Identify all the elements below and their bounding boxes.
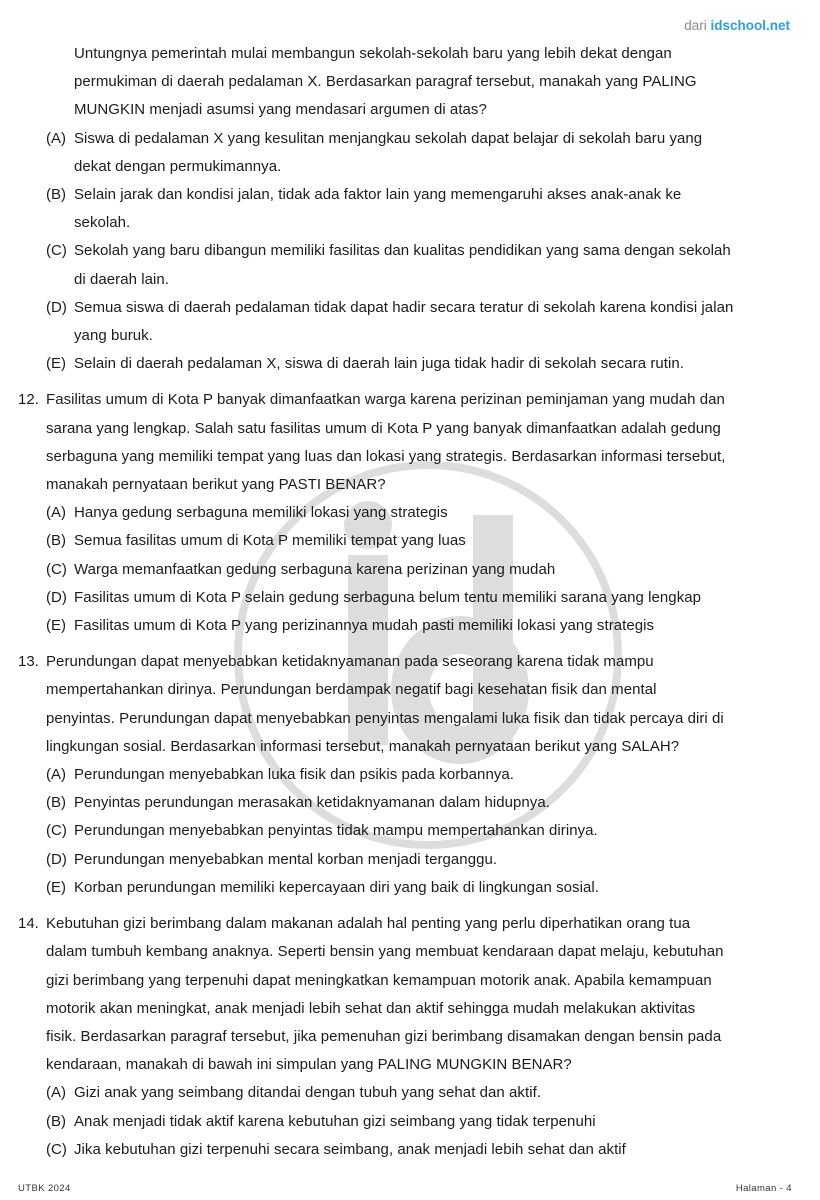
option-text-line: Perundungan menyebabkan penyintas tidak mampu mempertahankan dirinya. (74, 822, 598, 840)
option-text-line: dekat dengan permukimannya. (74, 157, 282, 175)
option-text-line: Sekolah yang baru dibangun memiliki fasilitas dan kualitas pendidikan yang sama dengan sekolah (74, 242, 731, 260)
option-text (0, 584, 820, 612)
option-label: (C) (46, 242, 67, 260)
answer-option (0, 817, 820, 845)
option-text (0, 125, 820, 181)
question-text-line: MUNGKIN menjadi asumsi yang mendasari argumen di atas? (74, 101, 487, 119)
option-text-line: Hanya gedung serbaguna memiliki lokasi yang strategis (74, 504, 448, 522)
option-label: (E) (46, 355, 66, 373)
option-label: (E) (46, 878, 66, 896)
answer-option (0, 584, 820, 612)
question-options (0, 1079, 820, 1164)
question-text-line: mempertahankan dirinya. Perundungan berdampak negatif bagi kesehatan fisik dan mental (46, 681, 657, 699)
option-text (0, 181, 820, 237)
question-text-line: permukiman di daerah pedalaman X. Berdasarkan paragraf tersebut, manakah yang PALING (74, 73, 697, 91)
answer-option (0, 350, 820, 378)
option-text-line: Gizi anak yang seimbang ditandai dengan tubuh yang sehat dan aktif. (74, 1084, 542, 1102)
option-text-line: Semua fasilitas umum di Kota P memiliki tempat yang luas (74, 532, 466, 550)
question-gap (0, 902, 820, 910)
question-block (0, 910, 820, 1164)
question-text-line: motorik akan meningkat, anak menjadi lebih sehat dan aktif sehingga mudah melakukan aktivitas (46, 999, 696, 1017)
answer-option (0, 527, 820, 555)
footer-page-number: Halaman - 4 (735, 1183, 792, 1194)
option-text (0, 294, 820, 350)
option-text-line: sekolah. (74, 214, 131, 232)
option-label: (A) (46, 1084, 66, 1102)
option-text-line: Selain jarak dan kondisi jalan, tidak ada faktor lain yang memengaruhi akses anak-anak ke (74, 186, 682, 204)
answer-option (0, 556, 820, 584)
option-text (0, 789, 820, 817)
option-text-line: Fasilitas umum di Kota P selain gedung serbaguna belum tentu memiliki sarana yang lengkap (74, 588, 702, 606)
source-label (684, 18, 790, 33)
option-label: (A) (46, 129, 66, 147)
question-gap (0, 640, 820, 648)
option-text-line: Selain di daerah pedalaman X, siswa di daerah lain juga tidak hadir di sekolah secara rutin. (74, 355, 684, 373)
question-text-line: manakah pernyataan berikut yang PASTI BENAR? (46, 476, 386, 494)
answer-option (0, 294, 820, 350)
option-label: (D) (46, 588, 67, 606)
option-text (0, 556, 820, 584)
option-text-line: Siswa di pedalaman X yang kesulitan menjangkau sekolah dapat belajar di sekolah baru yang (74, 129, 703, 147)
question-text-line: Untungnya pemerintah mulai membangun sekolah-sekolah baru yang lebih dekat dengan (74, 45, 672, 62)
option-label: (B) (46, 186, 66, 204)
question-text-line: fisik. Berdasarkan paragraf tersebut, jika pemenuhan gizi berimbang disamakan dengan bensin pada (46, 1027, 722, 1045)
question-text (0, 648, 820, 761)
continued-question-options (0, 125, 820, 379)
question-text (0, 386, 820, 499)
source-site: idschool.net (710, 18, 790, 33)
option-label: (D) (46, 298, 67, 316)
question-block (0, 386, 820, 640)
option-text-line: Perundungan menyebabkan mental korban menjadi terganggu. (74, 850, 498, 868)
option-label: (C) (46, 1140, 67, 1158)
option-text-line: di daerah lain. (74, 270, 169, 288)
answer-option (0, 125, 820, 181)
option-text-line: Anak menjadi tidak aktif karena kebutuhan gizi seimbang yang tidak terpenuhi (74, 1112, 596, 1130)
option-text (0, 527, 820, 555)
option-text (0, 350, 820, 378)
answer-option (0, 237, 820, 293)
option-text-line: Penyintas perundungan merasakan ketidaknyamanan dalam hidupnya. (74, 794, 550, 812)
option-text-line: Korban perundungan memiliki kepercayaan diri yang baik di lingkungan sosial. (74, 878, 599, 896)
question-gap (0, 378, 820, 386)
option-text (0, 846, 820, 874)
answer-option (0, 1108, 820, 1136)
answer-option (0, 181, 820, 237)
option-text (0, 499, 820, 527)
question-text-line: serbaguna yang memiliki tempat yang luas dan lokasi yang strategis. Berdasarkan informasi tersebut, (46, 447, 726, 465)
option-label: (A) (46, 504, 66, 522)
option-text (0, 761, 820, 789)
continued-question-text (0, 40, 820, 125)
question-text-line: Fasilitas umum di Kota P banyak dimanfaatkan warga karena perizinan peminjaman yang mudah dan (46, 391, 725, 409)
option-text (0, 612, 820, 640)
question-text-line: Perundungan dapat menyebabkan ketidaknyamanan pada seseorang karena tidak mampu (46, 653, 654, 671)
question-options (0, 761, 820, 902)
question-block (0, 648, 820, 902)
question-text-line: sarana yang lengkap. Salah satu fasilitas umum di Kota P yang banyak dimanfaatkan adalah gedung (46, 419, 721, 437)
answer-option (0, 1136, 820, 1164)
option-label: (D) (46, 850, 67, 868)
option-label: (A) (46, 766, 66, 784)
question-text (0, 910, 820, 1079)
footer-exam-name: UTBK 2024 (18, 1183, 71, 1194)
option-text (0, 817, 820, 845)
option-text-line: Semua siswa di daerah pedalaman tidak dapat hadir secara teratur di sekolah karena kondisi jalan (74, 298, 734, 316)
answer-option (0, 789, 820, 817)
question-text-line: Kebutuhan gizi berimbang dalam makanan adalah hal penting yang perlu diperhatikan orang tua (46, 915, 691, 933)
question-text-line: penyintas. Perundungan dapat menyebabkan penyintas mengalami luka fisik dan tidak percaya diri di (46, 709, 724, 727)
question-number: 14. (18, 915, 39, 933)
answer-option (0, 846, 820, 874)
option-text (0, 237, 820, 293)
question-number: 13. (18, 653, 39, 671)
question-number: 12. (18, 391, 39, 409)
answer-option (0, 499, 820, 527)
option-label: (C) (46, 560, 67, 578)
option-label: (B) (46, 532, 66, 550)
question-text-line: gizi berimbang yang terpenuhi dapat meningkatkan kemampuan motorik anak. Apabila kemampuan (46, 971, 712, 989)
option-text (0, 1136, 820, 1164)
answer-option (0, 1079, 820, 1107)
question-list (0, 378, 820, 1163)
question-options (0, 499, 820, 640)
question-text-line: kendaraan, manakah di bawah ini simpulan yang PALING MUNGKIN BENAR? (46, 1056, 572, 1074)
option-text-line: yang buruk. (74, 327, 153, 345)
answer-option (0, 612, 820, 640)
option-label: (B) (46, 794, 66, 812)
option-text (0, 1079, 820, 1107)
option-text (0, 1108, 820, 1136)
option-text-line: Warga memanfaatkan gedung serbaguna karena perizinan yang mudah (74, 560, 556, 578)
page-content (0, 40, 820, 1164)
answer-option (0, 761, 820, 789)
question-text-line: lingkungan sosial. Berdasarkan informasi tersebut, manakah pernyataan berikut yang SALAH? (46, 737, 680, 755)
option-text-line: Perundungan menyebabkan luka fisik dan psikis pada korbannya. (74, 766, 515, 784)
option-text-line: Fasilitas umum di Kota P yang perizinannya mudah pasti memiliki lokasi yang strategis (74, 617, 655, 635)
option-label: (C) (46, 822, 67, 840)
question-text-line: dalam tumbuh kembang anaknya. Seperti bensin yang membuat kendaraan dapat melaju, kebutuhan (46, 943, 724, 961)
answer-option (0, 874, 820, 902)
source-prefix: dari (684, 18, 711, 33)
option-text-line: Jika kebutuhan gizi terpenuhi secara seimbang, anak menjadi lebih sehat dan aktif (74, 1140, 626, 1158)
option-label: (E) (46, 617, 66, 635)
option-text (0, 874, 820, 902)
option-label: (B) (46, 1112, 66, 1130)
